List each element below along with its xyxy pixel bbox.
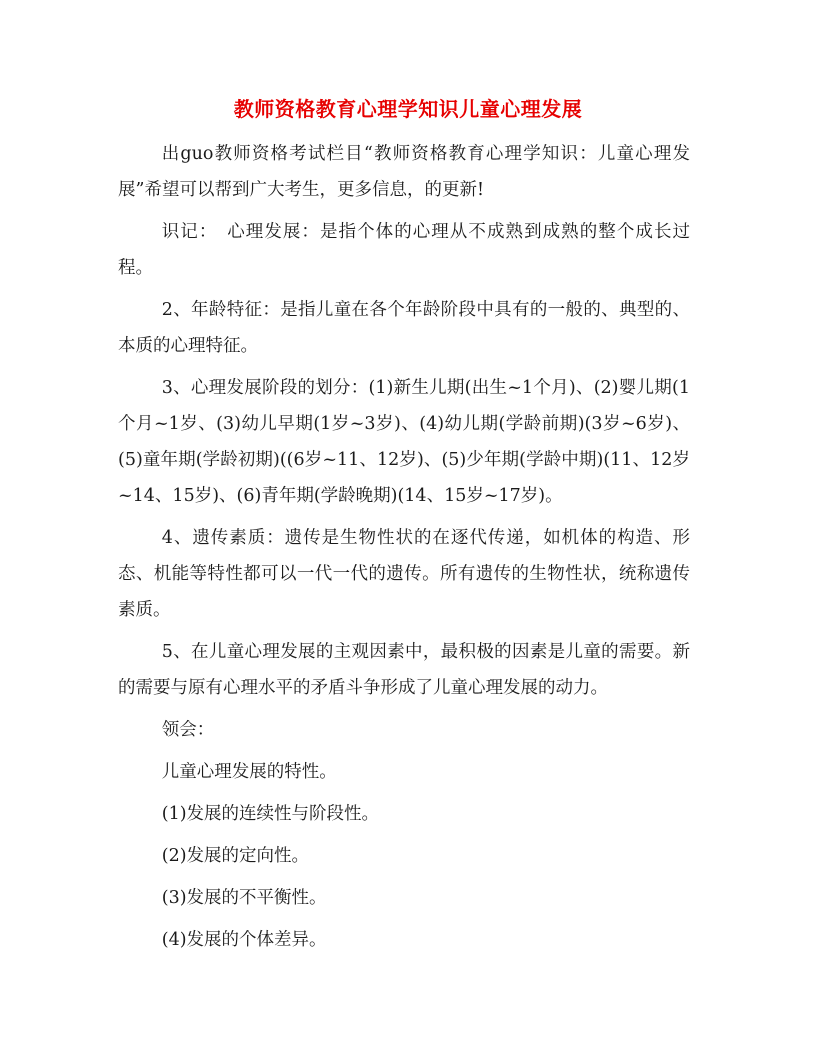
list-line-heading: 领会： (161, 720, 215, 740)
paragraph-needs: 5、在儿童心理发展的主观因素中，最积极的因素是儿童的需要。新的需要与原有心理水平的矛盾斗争形成了儿童心理发展的动力。 (118, 642, 690, 698)
paragraph-stages: 3、心理发展阶段的划分：(1)新生儿期(出生~1个月)、(2)婴儿期(1个月~1岁、(3)幼儿早期(1岁~3岁)、(4)幼儿期(学龄前期)(3岁~6岁)、(5)童年期(学龄初期)((6岁~11、12岁)、(5)少年期(学龄中期)(11、12岁~14、15岁)、(6)青年期(学龄晚期)(14、15岁~17岁)。 (118, 378, 690, 506)
list-item-individual-difference: (4)发展的个体差异。 (161, 930, 327, 950)
document-title: 教师资格教育心理学知识儿童心理发展 (233, 97, 583, 121)
paragraph-age-features: 2、年龄特征：是指儿童在各个年龄阶段中具有的一般的、典型的、本质的心理特征。 (118, 300, 690, 356)
list-item-imbalance: (3)发展的不平衡性。 (161, 888, 327, 908)
list-item-continuity: (1)发展的连续性与阶段性。 (161, 804, 380, 824)
list-item-direction: (2)发展的定向性。 (161, 846, 310, 866)
list-line-characteristics: 儿童心理发展的特性。 (161, 762, 337, 782)
paragraph-heredity: 4、遗传素质：遗传是生物性状的在逐代传递，如机体的构造、形态、机能等特性都可以一代一代的遗传。所有遗传的生物性状，统称遗传素质。 (118, 528, 690, 620)
paragraph-intro: 出guo教师资格考试栏目“教师资格教育心理学知识：儿童心理发展”希望可以帮到广大考生，更多信息，的更新! (118, 144, 690, 200)
document-body (118, 136, 690, 964)
paragraph-definition: 识记： 心理发展：是指个体的心理从不成熟到成熟的整个成长过程。 (118, 222, 690, 278)
